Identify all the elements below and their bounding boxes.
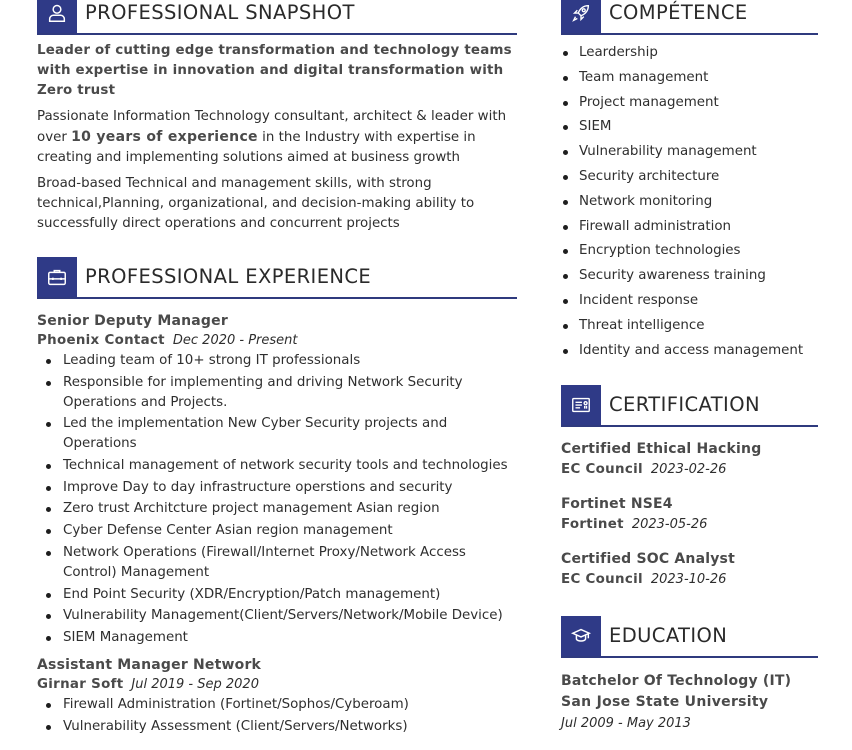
list-item: Network monitoring [561, 190, 818, 215]
list-item: Cyber Defense Center Asian region management [37, 521, 517, 541]
job-entry [37, 655, 517, 737]
list-item: Incident response [561, 289, 818, 314]
highlight-experience: 10 years of experience [71, 129, 258, 145]
certification-name: Certified SOC Analyst [561, 551, 735, 568]
certification-entry [561, 494, 818, 536]
briefcase-icon [37, 257, 77, 297]
section-header [561, 0, 818, 35]
list-item: End Point Security (XDR/Encryption/Patch management) [37, 585, 517, 605]
education-dates: Jul 2009 - May 2013 [561, 716, 691, 732]
section-education [561, 616, 818, 734]
section-header [37, 257, 517, 299]
certification-issuer: EC Council [561, 572, 643, 588]
text: Passionate Information Technology consultant, architect & leader with over [37, 109, 507, 145]
job-entry [37, 311, 517, 648]
job-responsibilities [37, 351, 517, 648]
list-item: Team management [561, 66, 818, 91]
list-item: Vulnerability Assessment (Client/Servers/Networks) [37, 717, 517, 737]
section-header [37, 0, 517, 35]
left-column [37, 0, 517, 738]
list-item: Identity and access management [561, 339, 818, 364]
list-item: SIEM [561, 115, 818, 140]
certification-entry [561, 549, 818, 591]
section-header [561, 385, 818, 427]
text: in the Industry with expertise in creating and implementing solutions aimed at business growth [37, 130, 476, 165]
certification-date: 2023-10-26 [650, 572, 727, 588]
list-item: Security awareness training [561, 264, 818, 289]
list-item: Firewall administration [561, 215, 818, 240]
list-item: SIEM Management [37, 628, 517, 648]
snapshot-lead: Leader of cutting edge transformation and technology teams with expertise in innovation and digital transformation with Zero trust [37, 43, 512, 98]
job-dates: Dec 2020 - Present [172, 333, 298, 348]
graduation-cap-icon [561, 616, 601, 656]
certification-meta [561, 569, 818, 591]
certification-meta [561, 459, 818, 481]
list-item: Vulnerability Management(Client/Servers/Network/Mobile Device) [37, 606, 517, 626]
list-item: Led the implementation New Cyber Security projects and Operations [37, 414, 517, 454]
section-certification [561, 385, 818, 591]
certification-date: 2023-02-26 [650, 462, 727, 478]
job-responsibilities [37, 695, 517, 737]
section-title: COMPÉTENCE [609, 1, 748, 24]
section-header [561, 616, 818, 658]
certification-entry [561, 439, 818, 481]
list-item: Improve Day to day infrastructure operstions and security [37, 478, 517, 498]
certificate-icon [561, 385, 601, 425]
list-item: Firewall Administration (Fortinet/Sophos/Cyberoam) [37, 695, 517, 715]
certification-issuer: EC Council [561, 462, 643, 478]
list-item: Threat intelligence [561, 314, 818, 339]
user-icon [37, 0, 77, 33]
snapshot-paragraph-2: Broad-based Technical and management skills, with strong technical,Planning, organizational, and decision-making ability to successfully direct operations and concurrent projects [37, 176, 475, 231]
list-item: Encryption technologies [561, 239, 818, 264]
job-title: Assistant Manager Network [37, 656, 262, 673]
job-meta [37, 675, 517, 695]
list-item: Leardership [561, 41, 818, 66]
list-item: Project management [561, 91, 818, 116]
list-item: Security architecture [561, 165, 818, 190]
section-professional-experience [37, 257, 517, 737]
company-name: Girnar Soft [37, 676, 124, 692]
list-item: Technical management of network security tools and technologies [37, 456, 517, 476]
snapshot-paragraph-1 [37, 107, 517, 168]
job-dates: Jul 2019 - Sep 2020 [131, 676, 259, 692]
certification-name: Fortinet NSE4 [561, 496, 673, 513]
company-name: Phoenix Contact [37, 333, 165, 348]
job-meta [37, 331, 517, 351]
section-competence [561, 0, 818, 363]
rocket-icon [561, 0, 601, 33]
section-title: PROFESSIONAL SNAPSHOT [85, 1, 355, 24]
education-school: San Jose State University [561, 694, 769, 711]
certification-meta [561, 514, 818, 536]
certification-issuer: Fortinet [561, 517, 624, 533]
section-title: EDUCATION [609, 624, 728, 648]
job-title: Senior Deputy Manager [37, 313, 228, 329]
certification-date: 2023-05-26 [631, 517, 708, 533]
list-item: Zero trust Architcture project management Asian region [37, 499, 517, 519]
skills-list [561, 41, 818, 363]
list-item: Vulnerability management [561, 140, 818, 165]
section-title: CERTIFICATION [609, 393, 760, 417]
certification-name: Certified Ethical Hacking [561, 441, 762, 458]
list-item: Leading team of 10+ strong IT professionals [37, 351, 517, 371]
list-item: Network Operations (Firewall/Internet Proxy/Network Access Control) Management [37, 543, 517, 583]
section-title: PROFESSIONAL EXPERIENCE [85, 265, 372, 288]
education-degree: Batchelor Of Technology (IT) [561, 673, 792, 690]
section-professional-snapshot [37, 0, 517, 234]
right-column [561, 0, 818, 734]
list-item: Responsible for implementing and driving Network Security Operations and Projects. [37, 373, 517, 413]
